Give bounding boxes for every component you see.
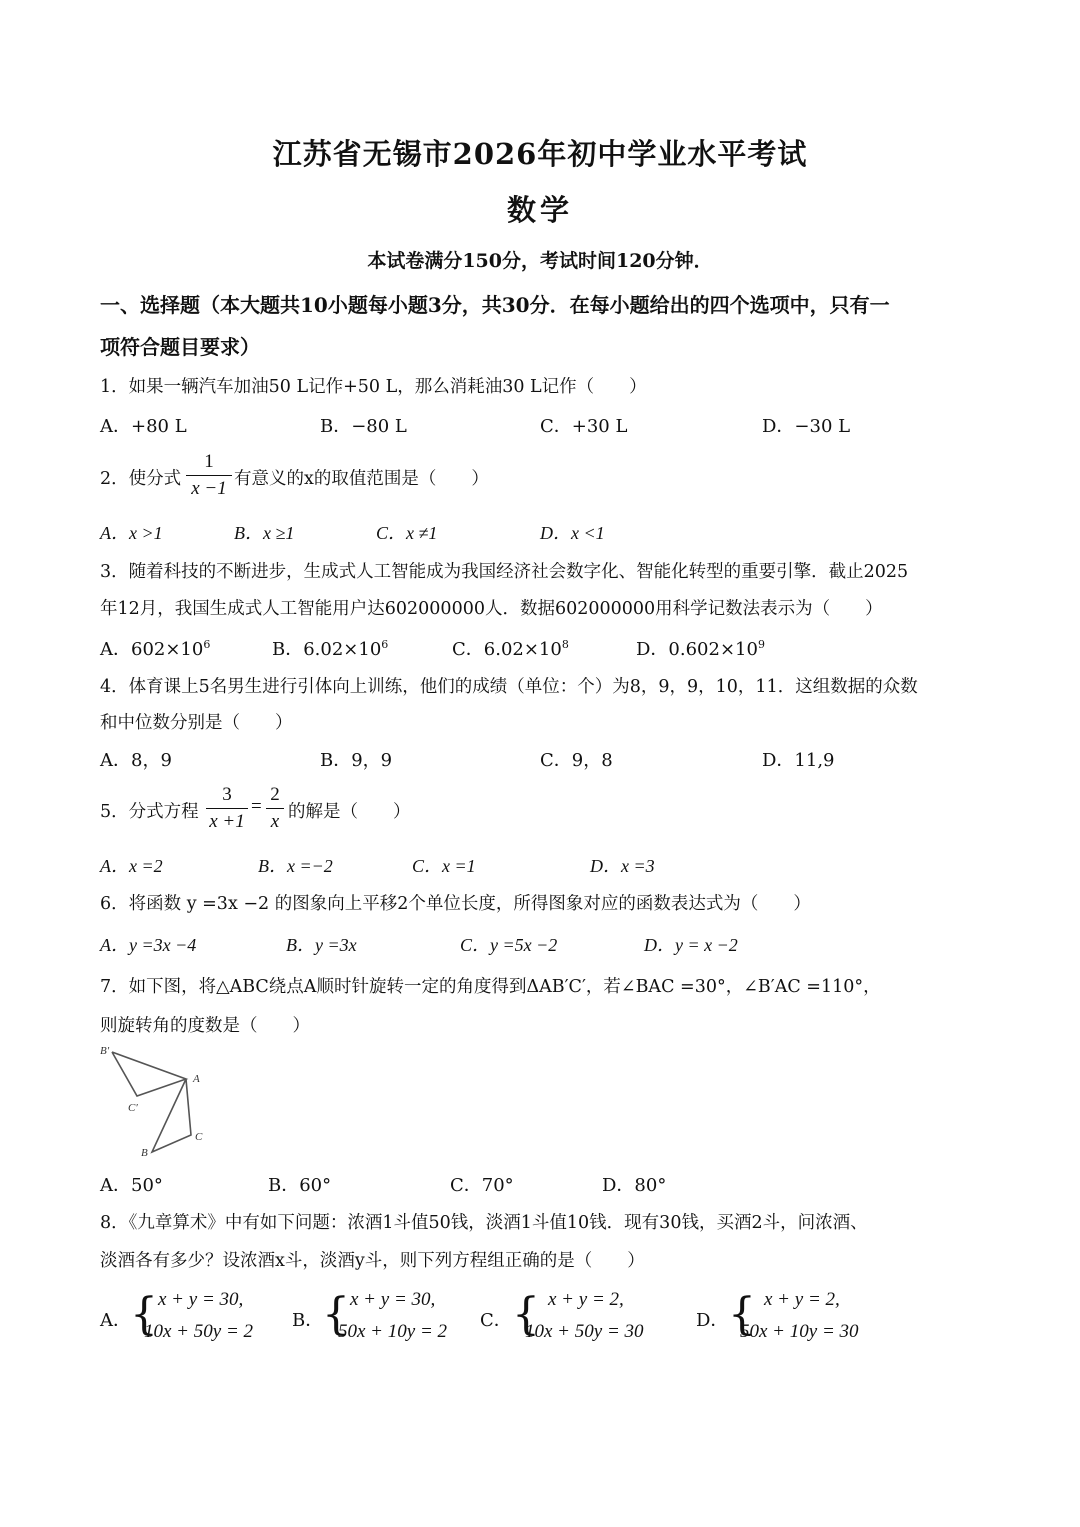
q5-fraction-left-denominator: x +1 (209, 811, 245, 832)
figure-label-c: C (195, 1131, 203, 1143)
q2-fraction-bar (186, 475, 232, 476)
q8-stem-line1: 8．《九章算术》中有如下问题：浓酒1斗值50钱，淡酒1斗值10钱．现有30钱，买酒2斗，问浓酒、 (100, 1213, 868, 1233)
q2-option-a: A．x >1 (100, 523, 163, 543)
q8-option-b-eq1: x + y = 30, (350, 1289, 436, 1310)
q7-stem-line2: 则旋转角的度数是（ ） (100, 1016, 310, 1036)
section-heading-line1: 一、选择题（本大题共10小题每小题3分，共30分．在每小题给出的四个选项中，只有一 (100, 293, 890, 317)
q5-fraction-right-bar (266, 808, 284, 809)
q8-option-a (100, 1287, 280, 1351)
q8-stem-line2: 淡酒各有多少？设浓酒x斗，淡酒y斗，则下列方程组正确的是（ ） (100, 1251, 645, 1271)
q6-option-a: A．y =3x −4 (100, 935, 197, 955)
q3-option-b-base: B．6.02×10 (272, 639, 382, 660)
q7-option-a: A．50° (100, 1175, 163, 1196)
q4-option-d: D．11,9 (762, 750, 835, 771)
q5-stem-pre: 5．分式方程 (100, 802, 199, 822)
q5-fraction-left-numerator: 3 (222, 784, 232, 805)
q1-option-c: C．+30 L (540, 416, 628, 437)
q5-fraction-right (266, 784, 284, 833)
q8-option-a-brace: { (130, 1289, 158, 1340)
q8-option-c-label: C． (480, 1310, 512, 1331)
q6-stem: 6．将函数 y =3x −2 的图象向上平移2个单位长度，所得图象对应的函数表达式为（ ） (100, 894, 811, 914)
q8-option-d-brace: { (728, 1289, 756, 1340)
q2-option-d: D．x <1 (540, 523, 605, 543)
q8-option-b-label: B． (292, 1310, 324, 1331)
figure-label-a: A (193, 1073, 200, 1085)
figure-label-bprime: B′ (100, 1045, 110, 1057)
q2-stem-pre: 2．使分式 (100, 469, 182, 489)
q2-option-b: B．x ≥1 (234, 523, 295, 543)
q1-option-b: B．−80 L (320, 416, 407, 437)
q5-option-d: D．x =3 (590, 856, 655, 876)
q7-option-b: B．60° (268, 1175, 332, 1196)
q5-stem-post: 的解是（ ） (288, 802, 411, 822)
q8-option-d-eq2: 50x + 10y = 30 (740, 1321, 859, 1342)
q7-option-c: C．70° (450, 1175, 514, 1196)
q2-option-c: C．x ≠1 (376, 523, 438, 543)
q3-option-c-base: C．6.02×10 (452, 639, 562, 660)
q2-fraction (186, 451, 232, 500)
q1-option-a: A．+80 L (100, 416, 187, 437)
q3-option-d-exp: 9 (757, 638, 765, 651)
q8-option-c-eq1: x + y = 2, (548, 1289, 624, 1310)
q2-fraction-numerator: 1 (204, 451, 214, 472)
q8-option-d-label: D． (696, 1310, 729, 1331)
q5-option-c: C．x =1 (412, 856, 476, 876)
q3-option-a (100, 635, 210, 661)
q8-option-c (480, 1287, 670, 1351)
q1-option-d: D．−30 L (762, 416, 851, 437)
q4-option-c: C．9，8 (540, 750, 613, 771)
exam-title: 江苏省无锡市2026年初中学业水平考试 (272, 137, 808, 171)
q8-option-b (292, 1287, 472, 1351)
section-heading-line2: 项符合题目要求） (100, 335, 260, 359)
q8-option-a-eq1: x + y = 30, (158, 1289, 244, 1310)
q8-option-d (696, 1287, 886, 1351)
q4-stem-line2: 和中位数分别是（ ） (100, 713, 293, 733)
q8-option-d-eq1: x + y = 2, (764, 1289, 840, 1310)
figure-label-b: B (141, 1147, 148, 1159)
q3-option-b (272, 635, 388, 661)
q2-stem-post: 有意义的x的取值范围是（ ） (234, 469, 489, 489)
q5-fraction-left (206, 784, 248, 833)
q7-stem-line1: 7．如下图，将△ABC绕点A顺时针旋转一定的角度得到ΔAB′C′，若∠BAC =30°，∠B′AC =110°， (100, 977, 881, 997)
figure-triangle-abc (152, 1079, 191, 1152)
q5-option-a: A．x =2 (100, 856, 163, 876)
q5-fraction-right-denominator: x (270, 811, 280, 832)
q8-option-b-eq2: 50x + 10y = 2 (338, 1321, 448, 1342)
q6-option-d: D．y = x −2 (644, 935, 738, 955)
q8-option-a-label: A． (100, 1310, 131, 1331)
q4-option-a: A．8，9 (100, 750, 172, 771)
q4-stem-line1: 4．体育课上5名男生进行引体向上训练，他们的成绩（单位：个）为8，9，9，10，11．这组数据的众数 (100, 677, 918, 697)
q7-option-d: D．80° (602, 1175, 667, 1196)
q5-fraction-right-numerator: 2 (270, 784, 280, 805)
q3-stem-line1: 3．随着科技的不断进步，生成式人工智能成为我国经济社会数字化、智能化转型的重要引擎．截止2025 (100, 562, 909, 582)
q5-fraction-left-bar (206, 808, 248, 809)
q8-option-c-eq2: 10x + 50y = 30 (525, 1321, 644, 1342)
q6-option-b: B．y =3x (286, 935, 357, 955)
q8-option-b-brace: { (322, 1289, 350, 1340)
q3-option-c (452, 635, 569, 661)
q3-option-b-exp: 6 (381, 638, 389, 651)
figure-triangle-abpcp (112, 1052, 186, 1096)
q1-stem: 1．如果一辆汽车加油50 L记作+50 L，那么消耗油30 L记作（ ） (100, 377, 647, 397)
q3-option-a-exp: 6 (203, 638, 211, 651)
q6-option-c: C．y =5x −2 (460, 935, 558, 955)
q8-option-c-brace: { (512, 1289, 540, 1340)
q3-option-d (636, 635, 765, 661)
q5-equals: = (251, 796, 262, 817)
exam-subject: 数学 (506, 193, 573, 227)
q3-option-a-base: A．602×10 (100, 639, 204, 660)
q7-rotation-figure (100, 1042, 212, 1160)
q4-option-b: B．9，9 (320, 750, 393, 771)
q3-option-c-exp: 8 (561, 638, 569, 651)
q2-fraction-denominator: x −1 (191, 478, 227, 499)
figure-label-cprime: C′ (128, 1102, 138, 1114)
exam-note: 本试卷满分150分，考试时间120分钟． (367, 250, 713, 272)
q8-option-a-eq2: 10x + 50y = 2 (144, 1321, 254, 1342)
q3-stem-line2: 年12月，我国生成式人工智能用户达602000000人．数据602000000用科学记数法表示为（ ） (100, 599, 883, 619)
q3-option-d-base: D．0.602×10 (636, 639, 758, 660)
q5-option-b: B．x =−2 (258, 856, 333, 876)
